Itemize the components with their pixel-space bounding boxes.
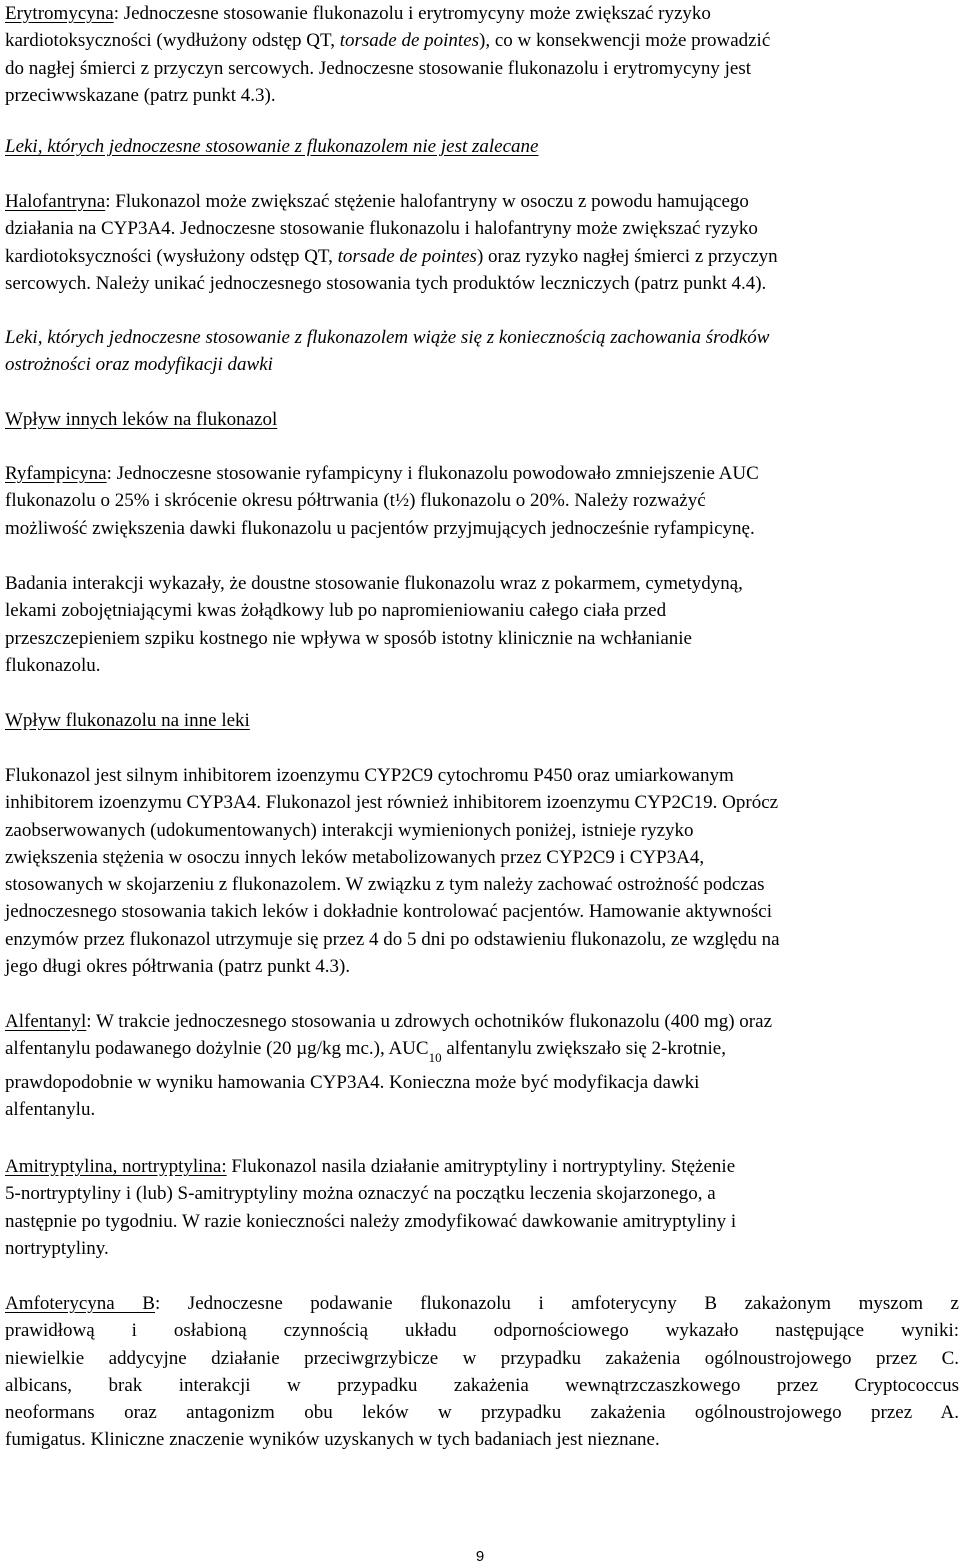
subscript-10: 10 xyxy=(428,1050,442,1066)
paragraph-alfentanyl: Alfentanyl: W trakcie jednoczesnego stosowania u zdrowych ochotników flukonazolu (400 mg) oraz alfentanylu podawanego dożylnie (20 µg/kg mc.), $AUC_{10}$ alfentanylu zwiększało się 2-krotnie, prawdopodobnie w wyniku hamowania CYP3A4. Konieczna może być modyfikacja dawki alfentanylu. xyxy=(5,1011,773,1120)
paragraph-inhibitor: Flukonazol jest silnym inhibitorem izoenzymu CYP2C9 cytochromu P450 oraz umiarkowanym inhibitorem izoenzymu CYP3A4. Flukonazol jest również inhibitorem izoenzymu CYP2C19. Oprócz zaobserwowanych (udokumentowanych) interakcji wymienionych poniżej, istnieje ryzyko zwiększenia stężenia w osoczu innych leków metabolizowanych przez CYP2C9 i CYP3A4, stosowanych w skojarzeniu z flukonazolem. W związku z tym należy zachować ostrożność podczas jednoczesnego stosowania takich leków i dokładnie kontrolować pacjentów. Hamowanie aktywności enzymów przez flukonazol utrzymuje się przez 4 do 5 dni po odstawieniu flukonazolu, ze względu na jego długi okres półtrwania (patrz punkt 4.3). xyxy=(5,765,780,978)
drug-label-ryfampicyna: Ryfampicyna xyxy=(5,463,107,484)
subheading-other-drugs-on-fluconazole: Wpływ innych leków na flukonazol xyxy=(5,409,278,430)
drug-label-amitryptylina: Amitryptylina, nortryptylina: xyxy=(5,1156,227,1177)
drug-label-halofantryna: Halofantryna xyxy=(5,191,106,212)
paragraph-amitryptylina: Amitryptylina, nortryptylina: Flukonazol nasila działanie amitryptyliny i nortryptyliny. Stężenie 5-nortryptyliny i (lub) S-amitryptyliny można oznaczyć na początku leczenia skojarzonego, a następnie po tygodniu. W razie konieczności należy zmodyfikować dawkowanie amitryptyliny i nortryptyliny. xyxy=(5,1156,737,1259)
paragraph-amfoterycyna: Amfoterycyna B: Jednoczesne podawanie flukonazolu i amfoterycyny B zakażonym myszom z prawidłową i osłabioną czynnością układu odpornościowego wykazało następujące wyniki: niewielkie addycyjne działanie przeciwgrzybicze w przypadku zakażenia ogólnoustrojowego przez C. albicans, brak interakcji w przypadku zakażenia wewnątrzczaszkowego przez Cryptococcus neoformans oraz antagonizm obu leków w przypadku zakażenia ogólnoustrojowego przez A. fumigatus. Kliniczne znaczenie wyników uzyskanych w tych badaniach jest nieznane. xyxy=(5,1293,959,1451)
drug-label-amfoterycyna: Amfoterycyna B xyxy=(5,1293,155,1314)
section-heading-caution: Leki, których jednoczesne stosowanie z flukonazolem wiąże się z koniecznością zachowania środków ostrożności oraz modyfikacji dawki xyxy=(5,327,770,376)
drug-label-alfentanyl: Alfentanyl xyxy=(5,1011,87,1032)
drug-label-erytromycyna: Erytromycyna xyxy=(5,3,114,24)
paragraph-ryfampicyna: Ryfampicyna: Jednoczesne stosowanie ryfampicyny i flukonazolu powodowało zmniejszenie AUC flukonazolu o 25% i skrócenie okresu półtrwania (t½) flukonazolu o 20%. Należy rozważyć możliwość zwiększenia dawki flukonazolu u pacjentów przyjmujących jednocześnie ryfampicynę. xyxy=(5,463,759,539)
section-heading-not-recommended: Leki, których jednoczesne stosowanie z flukonazolem nie jest zalecane xyxy=(5,136,539,157)
paragraph-interaction-studies: Badania interakcji wykazały, że doustne stosowanie flukonazolu wraz z pokarmem, cymetydyną, lekami zobojętniającymi kwas żołądkowy lub po napromieniowaniu całego ciała przed przeszczepieniem szpiku kostnego nie wpływa w sposób istotny klinicznie na wchłanianie flukonazolu. xyxy=(5,573,743,676)
paragraph-halofantryna: Halofantryna: Flukonazol może zwiększać stężenie halofantryny w osoczu z powodu hamującego działania na CYP3A4. Jednoczesne stosowanie flukonazolu i halofantryny może zwiększać ryzyko kardiotoksyczności (wysłużony odstęp QT, torsade de pointes) oraz ryzyko nagłej śmierci z przyczyn sercowych. Należy unikać jednoczesnego stosowania tych produktów leczniczych (patrz punkt 4.4). xyxy=(5,191,778,294)
page-number: 9 xyxy=(475,1548,485,1565)
paragraph-erytromycyna: Erytromycyna: Jednoczesne stosowanie flukonazolu i erytromycyny może zwiększać ryzyko kardiotoksyczności (wydłużony odstęp QT, torsade de pointes), co w konsekwencji może prowadzić do nagłej śmierci z przyczyn sercowych. Jednoczesne stosowanie flukonazolu i erytromycyny jest przeciwwskazane (patrz punkt 4.3). xyxy=(5,3,771,106)
subheading-fluconazole-on-other-drugs: Wpływ flukonazolu na inne leki xyxy=(5,710,250,731)
